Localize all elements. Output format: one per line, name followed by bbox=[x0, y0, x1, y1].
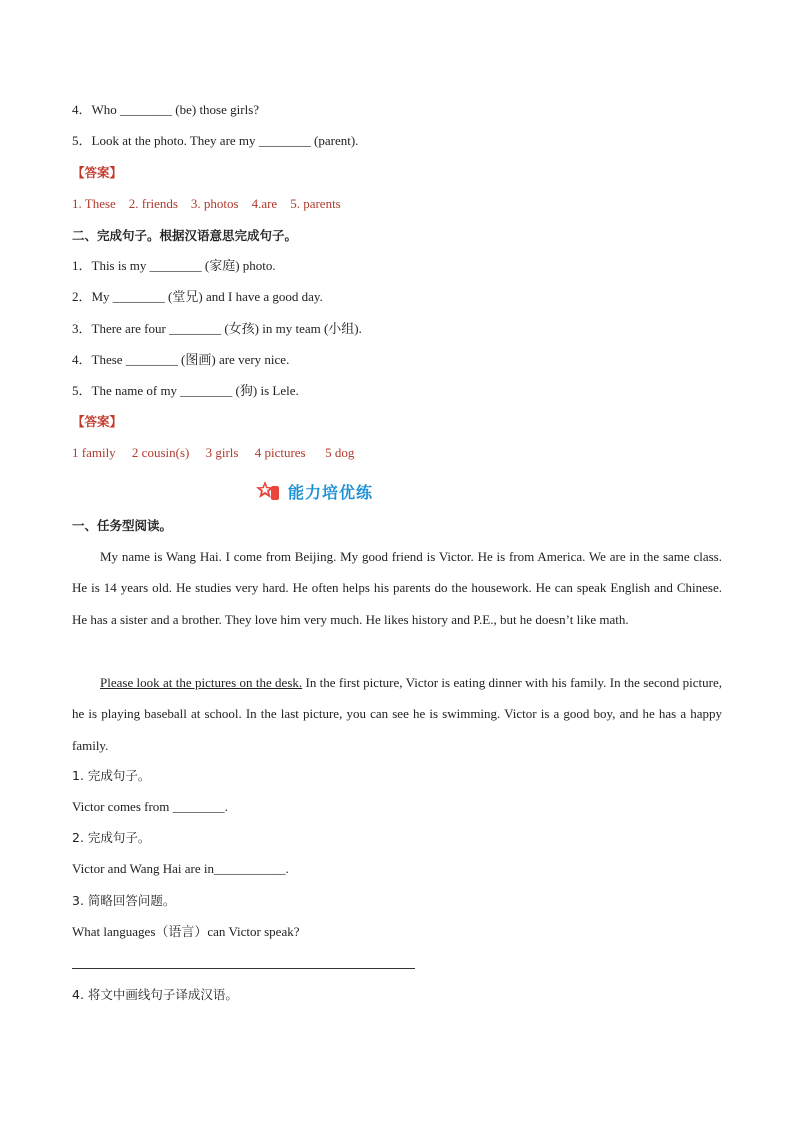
part2-item-4: 4．These ________ (图画) are very nice. bbox=[72, 352, 290, 367]
question-3-text: What languages（语言）can Victor speak? bbox=[72, 924, 300, 939]
part2-item-3: 3．There are four ________ (女孩) in my team (小组). bbox=[72, 321, 362, 336]
answer-tag-2: 【答案】 bbox=[72, 414, 123, 429]
question-1-text: Victor comes from ________. bbox=[72, 799, 228, 814]
reading-paragraph-2: Please look at the pictures on the desk. In the first picture, Victor is eating dinner with his family. In the second picture, he is playing baseball at school. In the last picture, you can see he is swimming. Victor is a good boy, and he has a happy family. bbox=[72, 675, 722, 753]
banner-title: 能力培优练 bbox=[288, 482, 374, 502]
question-2-text: Victor and Wang Hai are in___________. bbox=[72, 861, 289, 876]
reading-heading: 一、任务型阅读。 bbox=[72, 518, 173, 533]
question-1-label: 1. 完成句子。 bbox=[72, 768, 151, 783]
question-4-label: 4. 将文中画线句子译成汉语。 bbox=[72, 987, 238, 1002]
part2-heading: 二、完成句子。根据汉语意思完成句子。 bbox=[72, 228, 298, 243]
part2-answer: 1 family 2 cousin(s) 3 girls 4 pictures 5 dog bbox=[72, 445, 355, 460]
underlined-sentence: Please look at the pictures on the desk. bbox=[100, 675, 303, 690]
star-badge-icon bbox=[256, 480, 280, 502]
part2-item-5: 5．The name of my ________ (狗) is Lele. bbox=[72, 383, 299, 398]
part2-item-1: 1．This is my ________ (家庭) photo. bbox=[72, 258, 276, 273]
answer-line bbox=[72, 968, 415, 969]
part1-answer: 1. These 2. friends 3. photos 4.are 5. parents bbox=[72, 196, 341, 211]
answer-tag: 【答案】 bbox=[72, 165, 123, 180]
question-2-label: 2. 完成句子。 bbox=[72, 830, 151, 845]
section-banner bbox=[256, 480, 373, 502]
question-3-label: 3. 简略回答问题。 bbox=[72, 893, 176, 908]
reading-paragraph-1: My name is Wang Hai. I come from Beijing. My good friend is Victor. He is from America. We are in the same class. He is 14 years old. He studies very hard. He often helps his parents do the housework. He can speak English and Chinese. He has a sister and a brother. They love him very much. He likes history and P.E., but he doesn’t like math. bbox=[72, 549, 722, 627]
part1-item-4: 4．Who ________ (be) those girls? bbox=[72, 102, 260, 117]
part2-item-2: 2．My ________ (堂兄) and I have a good day. bbox=[72, 289, 323, 304]
part1-item-5: 5．Look at the photo. They are my ________ (parent). bbox=[72, 133, 359, 148]
